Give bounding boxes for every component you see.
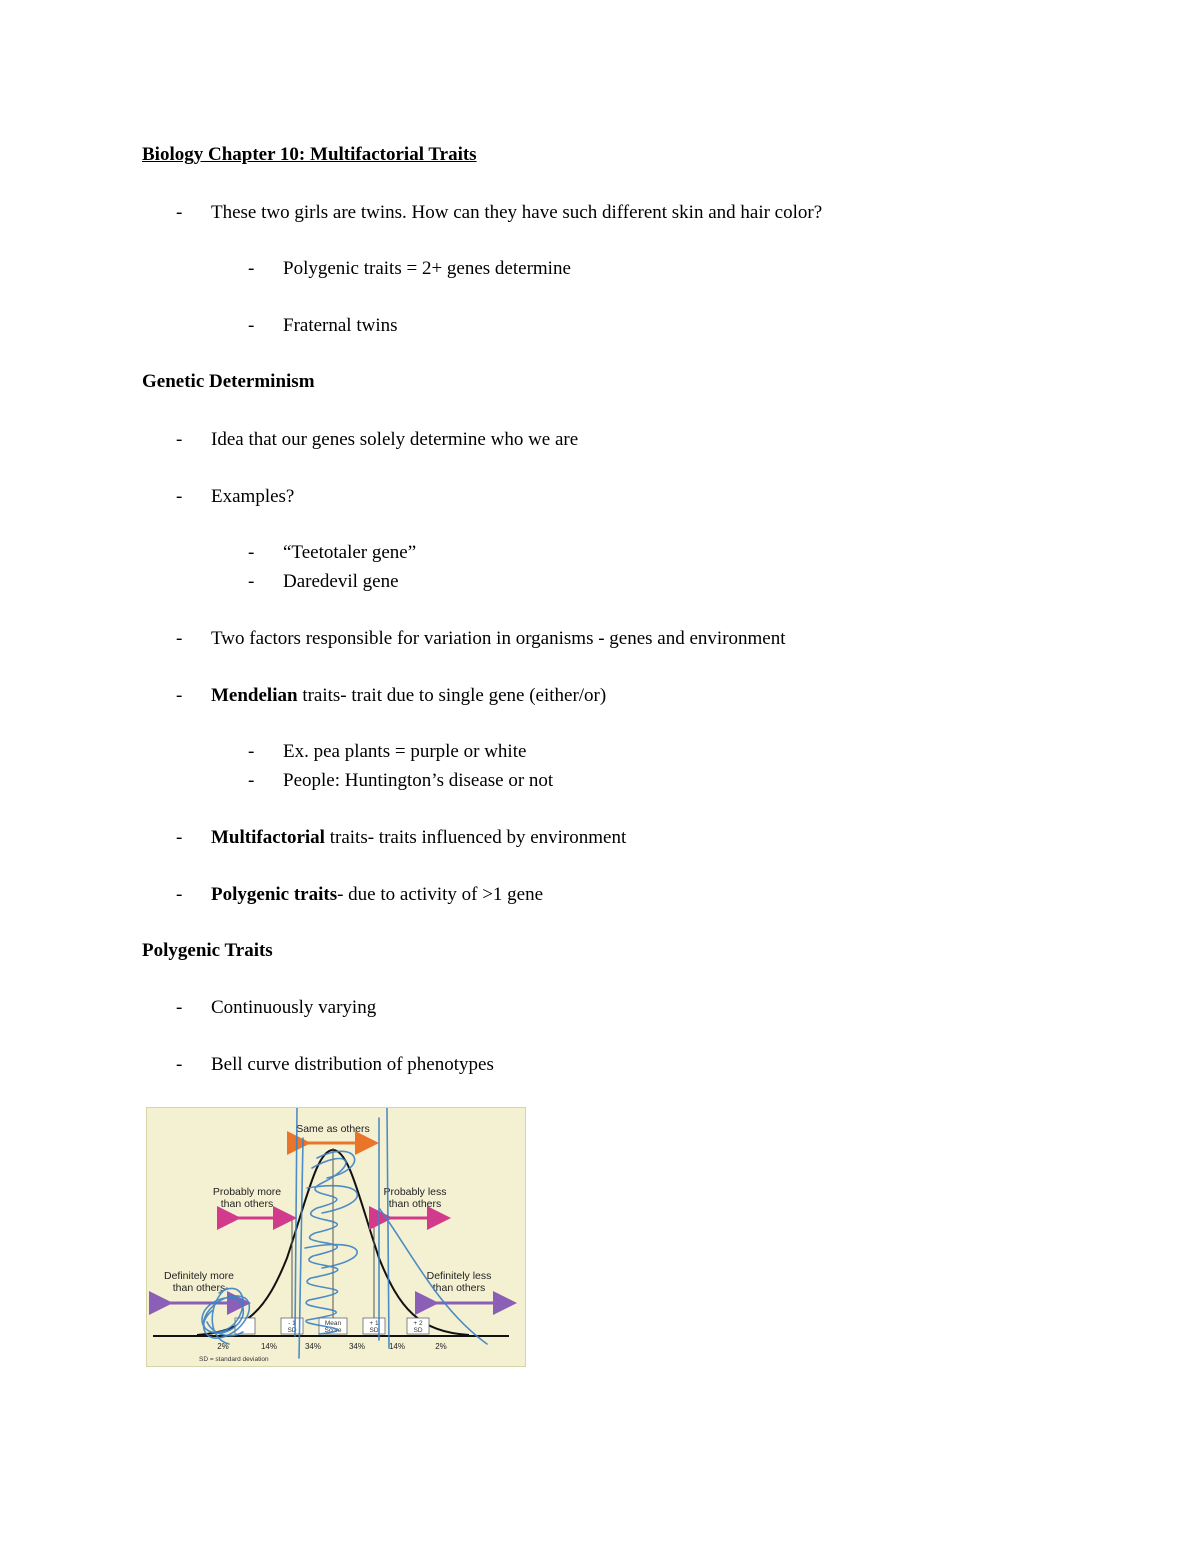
- bullet-dash: -: [176, 486, 183, 507]
- multifactorial-term: Multifactorial: [211, 827, 325, 848]
- gd-bullet-mendelian: [211, 684, 606, 708]
- bell-curve-diagram: [147, 1108, 525, 1366]
- label-definitely-less-1: Definitely less: [426, 1270, 492, 1282]
- label-definitely-more-2: than others: [172, 1282, 226, 1294]
- pct-label-5: 14%: [388, 1342, 406, 1351]
- box-plus-1sd-line2: SD: [369, 1327, 379, 1334]
- gd-bullet-3: Two factors responsible for variation in organisms - genes and environment: [211, 628, 786, 649]
- box-mean-line1: Mean: [324, 1320, 342, 1327]
- mendelian-term: Mendelian: [211, 685, 298, 706]
- intro-answer-1: Polygenic traits = 2+ genes determine: [283, 258, 571, 279]
- bullet-dash: -: [248, 542, 255, 563]
- mendelian-definition: traits- trait due to single gene (either/or): [297, 685, 607, 706]
- pt-bullet-1: Continuously varying: [211, 997, 377, 1018]
- label-definitely-less-2: than others: [432, 1282, 486, 1294]
- gd-example-2: Daredevil gene: [283, 571, 399, 592]
- box-plus-2sd-line2: SD: [413, 1327, 423, 1334]
- polygenic-term: Polygenic traits: [211, 884, 338, 905]
- mendelian-example-2: People: Huntington’s disease or not: [283, 770, 554, 791]
- pct-label-6: 2%: [435, 1342, 447, 1351]
- pct-label-3: 34%: [304, 1342, 322, 1351]
- bullet-dash: -: [176, 1054, 183, 1075]
- bullet-dash: -: [176, 685, 183, 706]
- bullet-dash: -: [176, 827, 183, 848]
- bullet-dash: -: [176, 429, 183, 450]
- page-title: Biology Chapter 10: Multifactorial Traits: [142, 144, 477, 165]
- bullet-dash: -: [248, 770, 255, 791]
- box-minus-1sd-line2: SD: [287, 1327, 297, 1334]
- bullet-dash: -: [176, 884, 183, 905]
- pct-label-4: 34%: [348, 1342, 366, 1351]
- bullet-dash: -: [176, 997, 183, 1018]
- gd-bullet-2: Examples?: [211, 486, 295, 507]
- bullet-dash: -: [176, 628, 183, 649]
- intro-question: These two girls are twins. How can they have such different skin and hair color?: [211, 202, 823, 223]
- pct-label-2: 14%: [260, 1342, 278, 1351]
- label-definitely-more-1: Definitely more: [163, 1270, 235, 1282]
- bullet-dash: -: [248, 571, 255, 592]
- bullet-dash: -: [248, 741, 255, 762]
- polygenic-definition: - due to activity of >1 gene: [337, 884, 544, 905]
- box-plus-2sd-line1: + 2: [413, 1320, 423, 1327]
- mendelian-example-1: Ex. pea plants = purple or white: [283, 741, 527, 762]
- gd-bullet-multifactorial: [211, 826, 626, 850]
- bullet-dash: -: [176, 202, 183, 223]
- label-probably-more-2: than others: [220, 1198, 274, 1210]
- bullet-dash: -: [248, 258, 255, 279]
- label-probably-less-2: than others: [388, 1198, 442, 1210]
- box-mean-line2: Score: [324, 1327, 342, 1334]
- gd-bullet-1: Idea that our genes solely determine who we are: [211, 429, 579, 450]
- section-heading-polygenic-traits: Polygenic Traits: [142, 940, 273, 961]
- multifactorial-definition: traits- traits influenced by environment: [324, 827, 627, 848]
- pt-bullet-2: Bell curve distribution of phenotypes: [211, 1054, 494, 1075]
- pct-label-1: 2%: [217, 1342, 229, 1351]
- footnote-sd: SD = standard deviation: [199, 1356, 269, 1363]
- label-probably-less-1: Probably less: [383, 1186, 447, 1198]
- intro-answer-2: Fraternal twins: [283, 315, 398, 336]
- gd-bullet-polygenic: [211, 883, 543, 907]
- box-minus-1sd-line1: - 1: [288, 1320, 296, 1327]
- gd-example-1: “Teetotaler gene”: [283, 542, 417, 563]
- bullet-dash: -: [248, 315, 255, 336]
- box-plus-1sd-line1: + 1: [369, 1320, 379, 1327]
- section-heading-genetic-determinism: Genetic Determinism: [142, 371, 315, 392]
- label-probably-more-1: Probably more: [212, 1186, 282, 1198]
- label-same-as-others: Same as others: [296, 1123, 370, 1135]
- bell-curve-figure: [146, 1107, 526, 1367]
